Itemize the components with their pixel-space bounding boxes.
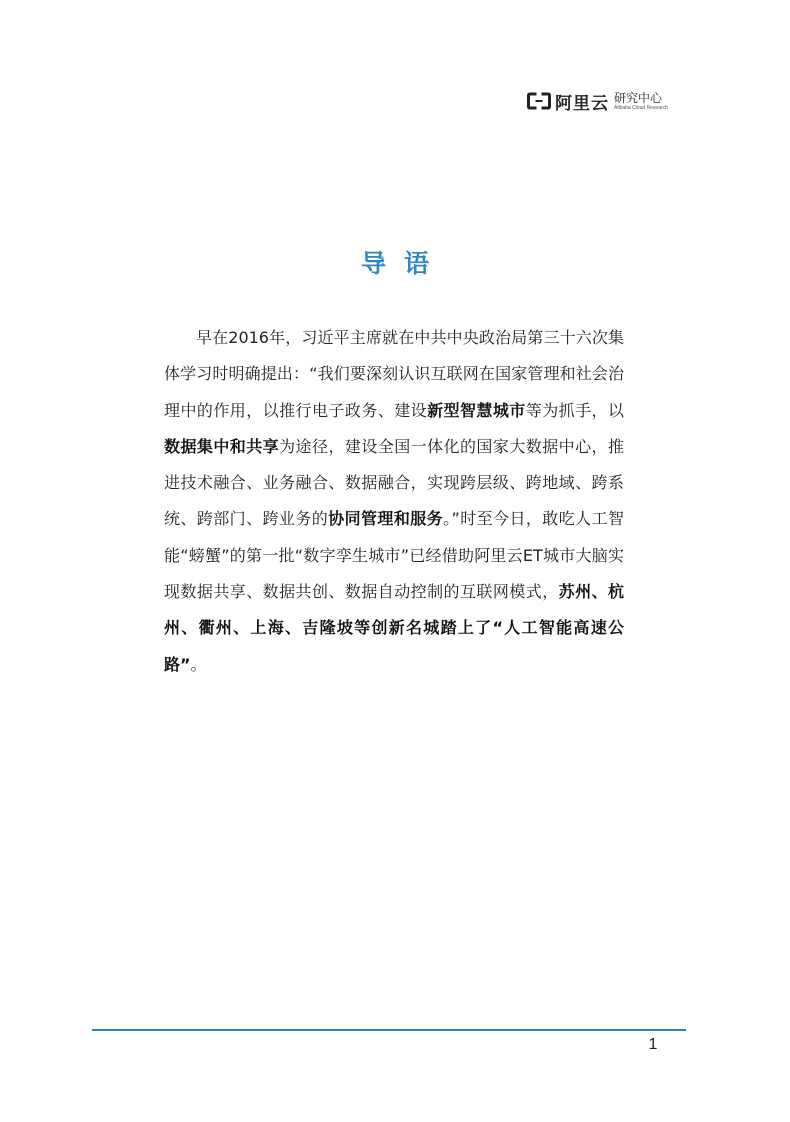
logo-brand-text: 阿里云 [555, 93, 609, 114]
bold-phrase-collaborative-management: 协同管理和服务 [328, 509, 444, 529]
text-segment: 为途径，建设全国一体化的国家大数据中心，推进技术融合、业务融合、数据融合，实现跨层级、跨地域、跨系统、跨部门、跨业务的 [164, 436, 624, 529]
alibaba-cloud-logo-icon [527, 92, 551, 110]
text-segment: 。”时至今日，敢吃人工智能“螃蟹”的第一批“数字孪生城市”已经借助阿里云ET城市大脑实现数据共享、数据共创、数据自动控制的互联网模式， [164, 509, 624, 602]
text-segment: 等为抓手，以 [525, 400, 624, 420]
intro-paragraph [164, 320, 624, 683]
logo-subtitle-cn: 研究中心 [614, 90, 663, 105]
text-segment: 早在2016年，习近平主席就在中共中央政治局第三十六次集体学习时明确提出：“我们要深刻认识互联网在国家管理和社会治理中的作用，以推行电子政务、建设 [164, 328, 624, 420]
logo-subtitle [614, 92, 668, 111]
logo-subtitle-en: Alibaba Cloud Research [614, 104, 668, 111]
bold-phrase-smart-city: 新型智慧城市 [427, 400, 526, 420]
page-title: 导语 [360, 249, 447, 278]
text-segment: 。 [190, 654, 207, 674]
footer-divider [92, 1029, 686, 1031]
header-logo [527, 88, 668, 114]
bold-phrase-data-sharing: 数据集中和共享 [164, 436, 280, 456]
bold-phrase-ai-highway: 苏州、杭州、衢州、上海、吉隆坡等创新名城踏上了“人工智能高速公路” [164, 582, 624, 674]
page-number: 1 [648, 1036, 658, 1053]
